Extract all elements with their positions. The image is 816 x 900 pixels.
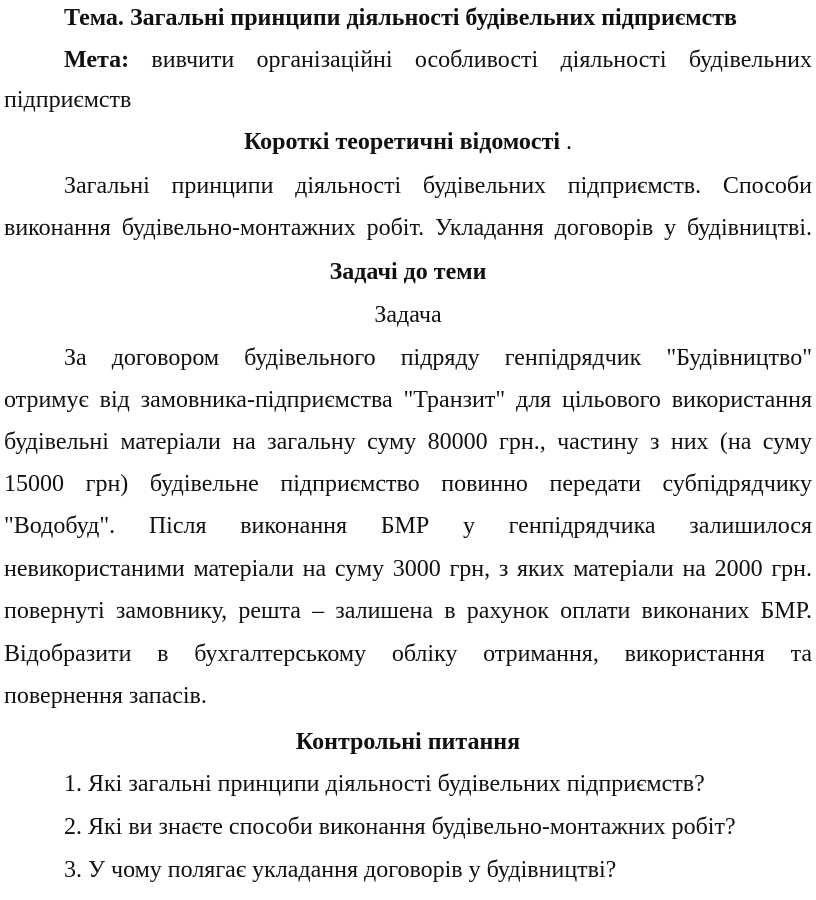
- topic-text: Загальні принципи діяльності будівельних підприємств: [129, 5, 737, 31]
- task-line-4: 15000 грн) будівельне підприємство повинно передати субпідрядчику: [4, 471, 812, 497]
- task-line-9: повернення запасів.: [4, 683, 207, 709]
- topic-line: [64, 4, 812, 32]
- tasks-subheading: Задача: [374, 302, 442, 328]
- task-line-7: повернуті замовнику, решта – залишена в рахунок оплати виконаних БМР.: [4, 598, 812, 624]
- theory-heading-suffix: .: [566, 129, 573, 155]
- topic-label: Тема.: [64, 5, 124, 31]
- task-line-5: "Водобуд". Після виконання БМР у генпідрядчика залишилося: [4, 513, 812, 539]
- control-question-3: 3. У чому полягає укладання договорів у будівництві?: [64, 857, 617, 883]
- theory-heading: Короткі теоретичні відомості: [243, 129, 561, 155]
- theory-line-1: Загальні принципи діяльності будівельних підприємств. Способи: [64, 173, 812, 199]
- control-question-1: 1. Які загальні принципи діяльності будівельних підприємств?: [64, 771, 705, 797]
- control-question-2: 2. Які ви знаєте способи виконання будівельно-монтажних робіт?: [64, 814, 736, 840]
- theory-line-2: виконання будівельно-монтажних робіт. Укладання договорів у будівництві.: [4, 215, 812, 241]
- task-line-1: За договором будівельного підряду генпідрядчик "Будівництво": [64, 345, 812, 371]
- goal-text: вивчити організаційні особливості діяльності будівельних: [151, 47, 813, 73]
- control-heading: Контрольні питання: [295, 729, 521, 755]
- task-line-6: невикористаними матеріали на суму 3000 грн, з яких матеріали на 2000 грн.: [4, 556, 812, 582]
- theory-heading-line: [4, 128, 812, 156]
- task-line-2: отримує від замовника-підприємства "Транзит" для цільового використання: [4, 387, 812, 413]
- goal-line-2: підприємств: [4, 87, 132, 113]
- tasks-heading: Задачі до теми: [329, 259, 487, 285]
- task-line-3: будівельні матеріали на загальну суму 80000 грн., частину з них (на суму: [4, 429, 812, 455]
- goal-line-1: [64, 46, 812, 74]
- task-line-8: Відобразити в бухгалтерському обліку отримання, використання та: [4, 641, 812, 667]
- goal-label: Мета:: [64, 47, 130, 73]
